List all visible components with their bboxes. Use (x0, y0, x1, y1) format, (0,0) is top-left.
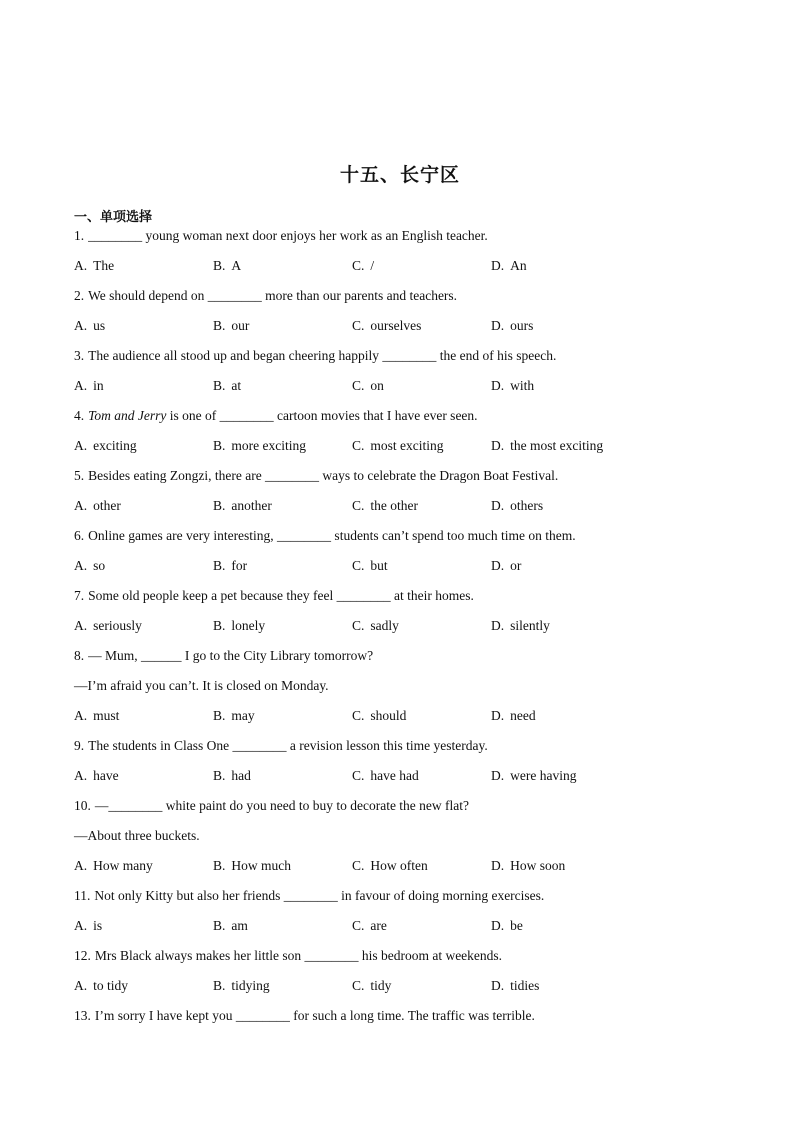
option-text: more exciting (231, 438, 306, 453)
option-text: sadly (370, 618, 399, 633)
question-number: 13. (74, 1008, 91, 1023)
option-b (213, 316, 352, 346)
option-row (74, 916, 694, 946)
question-stem (74, 226, 694, 256)
question-stem (74, 1006, 694, 1036)
option-letter: A. (74, 498, 88, 513)
option-a (74, 376, 213, 406)
option-text: A (231, 258, 242, 273)
question-text: The audience all stood up and began cheering happily ________ the end of his speech. (88, 348, 557, 363)
option-row (74, 616, 694, 646)
question-stem (74, 526, 694, 556)
option-d (491, 856, 630, 886)
option-letter: C. (352, 918, 365, 933)
option-letter: C. (352, 768, 365, 783)
question-text: — Mum, ______ I go to the City Library tomorrow? (88, 648, 374, 663)
option-a (74, 706, 213, 736)
option-letter: D. (491, 618, 505, 633)
option-letter: B. (213, 378, 226, 393)
option-text: others (510, 498, 544, 513)
option-text: with (510, 378, 535, 393)
question-number: 11. (74, 888, 91, 903)
option-letter: D. (491, 558, 505, 573)
option-row (74, 706, 694, 736)
option-text: How much (231, 858, 292, 873)
option-letter: A. (74, 378, 88, 393)
option-row (74, 766, 694, 796)
option-text: tidy (370, 978, 392, 993)
section-heading: 一、单项选择 (74, 210, 153, 225)
option-text: have had (370, 768, 419, 783)
option-d (491, 376, 630, 406)
question-text: Not only Kitty but also her friends ________ in favour of doing morning exercises. (94, 888, 545, 903)
option-letter: A. (74, 858, 88, 873)
question-number: 10. (74, 798, 91, 813)
option-text: the other (370, 498, 418, 513)
option-letter: C. (352, 258, 365, 273)
option-letter: D. (491, 918, 505, 933)
question-stem (74, 796, 694, 826)
option-letter: A. (74, 258, 88, 273)
question-text: —________ white paint do you need to buy to decorate the new flat? (94, 798, 470, 813)
option-a (74, 856, 213, 886)
question-text: I’m sorry I have kept you ________ for such a long time. The traffic was terrible. (94, 1008, 535, 1023)
option-text: ourselves (370, 318, 422, 333)
option-text: silently (510, 618, 550, 633)
option-b (213, 436, 352, 466)
question-response-line: —I’m afraid you can’t. It is closed on Monday. (74, 678, 329, 693)
option-letter: C. (352, 378, 365, 393)
option-text: ours (510, 318, 534, 333)
question-text: Some old people keep a pet because they feel ________ at their homes. (88, 588, 474, 603)
option-text: us (93, 318, 106, 333)
question-stem (74, 586, 694, 616)
option-letter: B. (213, 918, 226, 933)
option-a (74, 556, 213, 586)
question-number: 3. (74, 348, 85, 363)
option-letter: A. (74, 918, 88, 933)
option-d (491, 976, 630, 1006)
question-text: ________ young woman next door enjoys her work as an English teacher. (88, 228, 488, 243)
option-letter: D. (491, 978, 505, 993)
option-text: lonely (231, 618, 266, 633)
option-row (74, 256, 694, 286)
option-letter: C. (352, 708, 365, 723)
option-letter: C. (352, 558, 365, 573)
option-a (74, 436, 213, 466)
page-title: 十五、长宁区 (339, 164, 460, 186)
option-text: should (370, 708, 407, 723)
option-letter: D. (491, 258, 505, 273)
option-text: the most exciting (510, 438, 604, 453)
option-c (352, 496, 491, 526)
question-number: 4. (74, 408, 85, 423)
option-a (74, 316, 213, 346)
option-text: / (370, 258, 375, 273)
option-row (74, 436, 694, 466)
option-letter: B. (213, 498, 226, 513)
option-b (213, 706, 352, 736)
option-letter: C. (352, 858, 365, 873)
option-row (74, 496, 694, 526)
option-b (213, 556, 352, 586)
option-b (213, 616, 352, 646)
option-a (74, 976, 213, 1006)
option-text: have (93, 768, 119, 783)
option-text: How often (370, 858, 428, 873)
option-text: had (231, 768, 251, 783)
option-c (352, 766, 491, 796)
option-text: need (510, 708, 536, 723)
option-letter: D. (491, 438, 505, 453)
question-title-italic: Tom and Jerry (88, 408, 167, 423)
option-text: is (93, 918, 103, 933)
question-text: is one of ________ cartoon movies that I have ever seen. (166, 408, 478, 423)
option-b (213, 856, 352, 886)
option-c (352, 856, 491, 886)
option-letter: B. (213, 858, 226, 873)
option-text: other (93, 498, 121, 513)
option-letter: A. (74, 978, 88, 993)
option-text: must (93, 708, 120, 723)
option-a (74, 766, 213, 796)
option-d (491, 496, 630, 526)
option-letter: B. (213, 768, 226, 783)
option-b (213, 256, 352, 286)
question-text: We should depend on ________ more than our parents and teachers. (88, 288, 458, 303)
question-text: The students in Class One ________ a revision lesson this time yesterday. (88, 738, 488, 753)
option-text: be (510, 918, 523, 933)
question-stem (74, 946, 694, 976)
option-letter: B. (213, 978, 226, 993)
option-d (491, 916, 630, 946)
option-c (352, 376, 491, 406)
option-b (213, 496, 352, 526)
option-letter: D. (491, 768, 505, 783)
option-a (74, 916, 213, 946)
option-a (74, 256, 213, 286)
option-text: to tidy (93, 978, 129, 993)
option-letter: C. (352, 498, 365, 513)
question-stem (74, 736, 694, 766)
option-b (213, 766, 352, 796)
option-letter: A. (74, 768, 88, 783)
option-letter: D. (491, 318, 505, 333)
option-text: seriously (93, 618, 142, 633)
option-text: tidying (231, 978, 270, 993)
option-row (74, 556, 694, 586)
option-text: but (370, 558, 388, 573)
option-text: our (231, 318, 250, 333)
option-text: The (93, 258, 115, 273)
option-letter: B. (213, 558, 226, 573)
option-letter: D. (491, 498, 505, 513)
option-b (213, 376, 352, 406)
option-text: How many (93, 858, 153, 873)
option-letter: B. (213, 708, 226, 723)
option-text: or (510, 558, 522, 573)
question-text: Mrs Black always makes her little son ________ his bedroom at weekends. (94, 948, 503, 963)
option-letter: A. (74, 318, 88, 333)
option-b (213, 976, 352, 1006)
option-row (74, 856, 694, 886)
question-response-line: —About three buckets. (74, 828, 200, 843)
option-c (352, 256, 491, 286)
question-number: 2. (74, 288, 85, 303)
option-row (74, 376, 694, 406)
question-stem (74, 346, 694, 376)
option-row (74, 316, 694, 346)
option-c (352, 916, 491, 946)
option-text: in (93, 378, 104, 393)
option-c (352, 556, 491, 586)
question-text: Besides eating Zongzi, there are ________ ways to celebrate the Dragon Boat Festival. (88, 468, 559, 483)
question-stem (74, 646, 694, 676)
question-text: Online games are very interesting, ________ students can’t spend too much time on them. (88, 528, 576, 543)
option-text: am (231, 918, 248, 933)
option-letter: C. (352, 438, 365, 453)
question-number: 8. (74, 648, 85, 663)
option-d (491, 556, 630, 586)
option-letter: A. (74, 558, 88, 573)
option-c (352, 976, 491, 1006)
option-text: another (231, 498, 272, 513)
option-letter: D. (491, 378, 505, 393)
option-d (491, 706, 630, 736)
option-letter: A. (74, 438, 88, 453)
option-letter: B. (213, 258, 226, 273)
question-stem (74, 286, 694, 316)
option-row (74, 976, 694, 1006)
option-a (74, 616, 213, 646)
question-number: 12. (74, 948, 91, 963)
option-c (352, 616, 491, 646)
option-text: An (510, 258, 527, 273)
option-text: most exciting (370, 438, 444, 453)
option-c (352, 706, 491, 736)
option-letter: B. (213, 438, 226, 453)
option-d (491, 766, 630, 796)
option-d (491, 616, 630, 646)
question-number: 9. (74, 738, 85, 753)
option-d (491, 436, 630, 466)
option-text: tidies (510, 978, 540, 993)
option-c (352, 316, 491, 346)
option-text: on (370, 378, 384, 393)
question-stem (74, 406, 694, 436)
question-number: 1. (74, 228, 85, 243)
option-text: How soon (510, 858, 566, 873)
option-text: are (370, 918, 387, 933)
option-a (74, 496, 213, 526)
question-list (74, 226, 694, 1036)
option-text: may (231, 708, 255, 723)
option-letter: A. (74, 708, 88, 723)
option-letter: C. (352, 978, 365, 993)
question-stem (74, 466, 694, 496)
option-d (491, 316, 630, 346)
option-letter: B. (213, 618, 226, 633)
question-number: 5. (74, 468, 85, 483)
question-number: 6. (74, 528, 85, 543)
option-text: exciting (93, 438, 137, 453)
option-letter: C. (352, 618, 365, 633)
option-letter: A. (74, 618, 88, 633)
option-letter: D. (491, 858, 505, 873)
option-letter: B. (213, 318, 226, 333)
option-b (213, 916, 352, 946)
option-text: so (93, 558, 106, 573)
option-letter: D. (491, 708, 505, 723)
option-d (491, 256, 630, 286)
option-letter: C. (352, 318, 365, 333)
question-stem (74, 886, 694, 916)
option-text: at (231, 378, 242, 393)
question-number: 7. (74, 588, 85, 603)
option-text: were having (510, 768, 577, 783)
option-c (352, 436, 491, 466)
option-text: for (231, 558, 248, 573)
